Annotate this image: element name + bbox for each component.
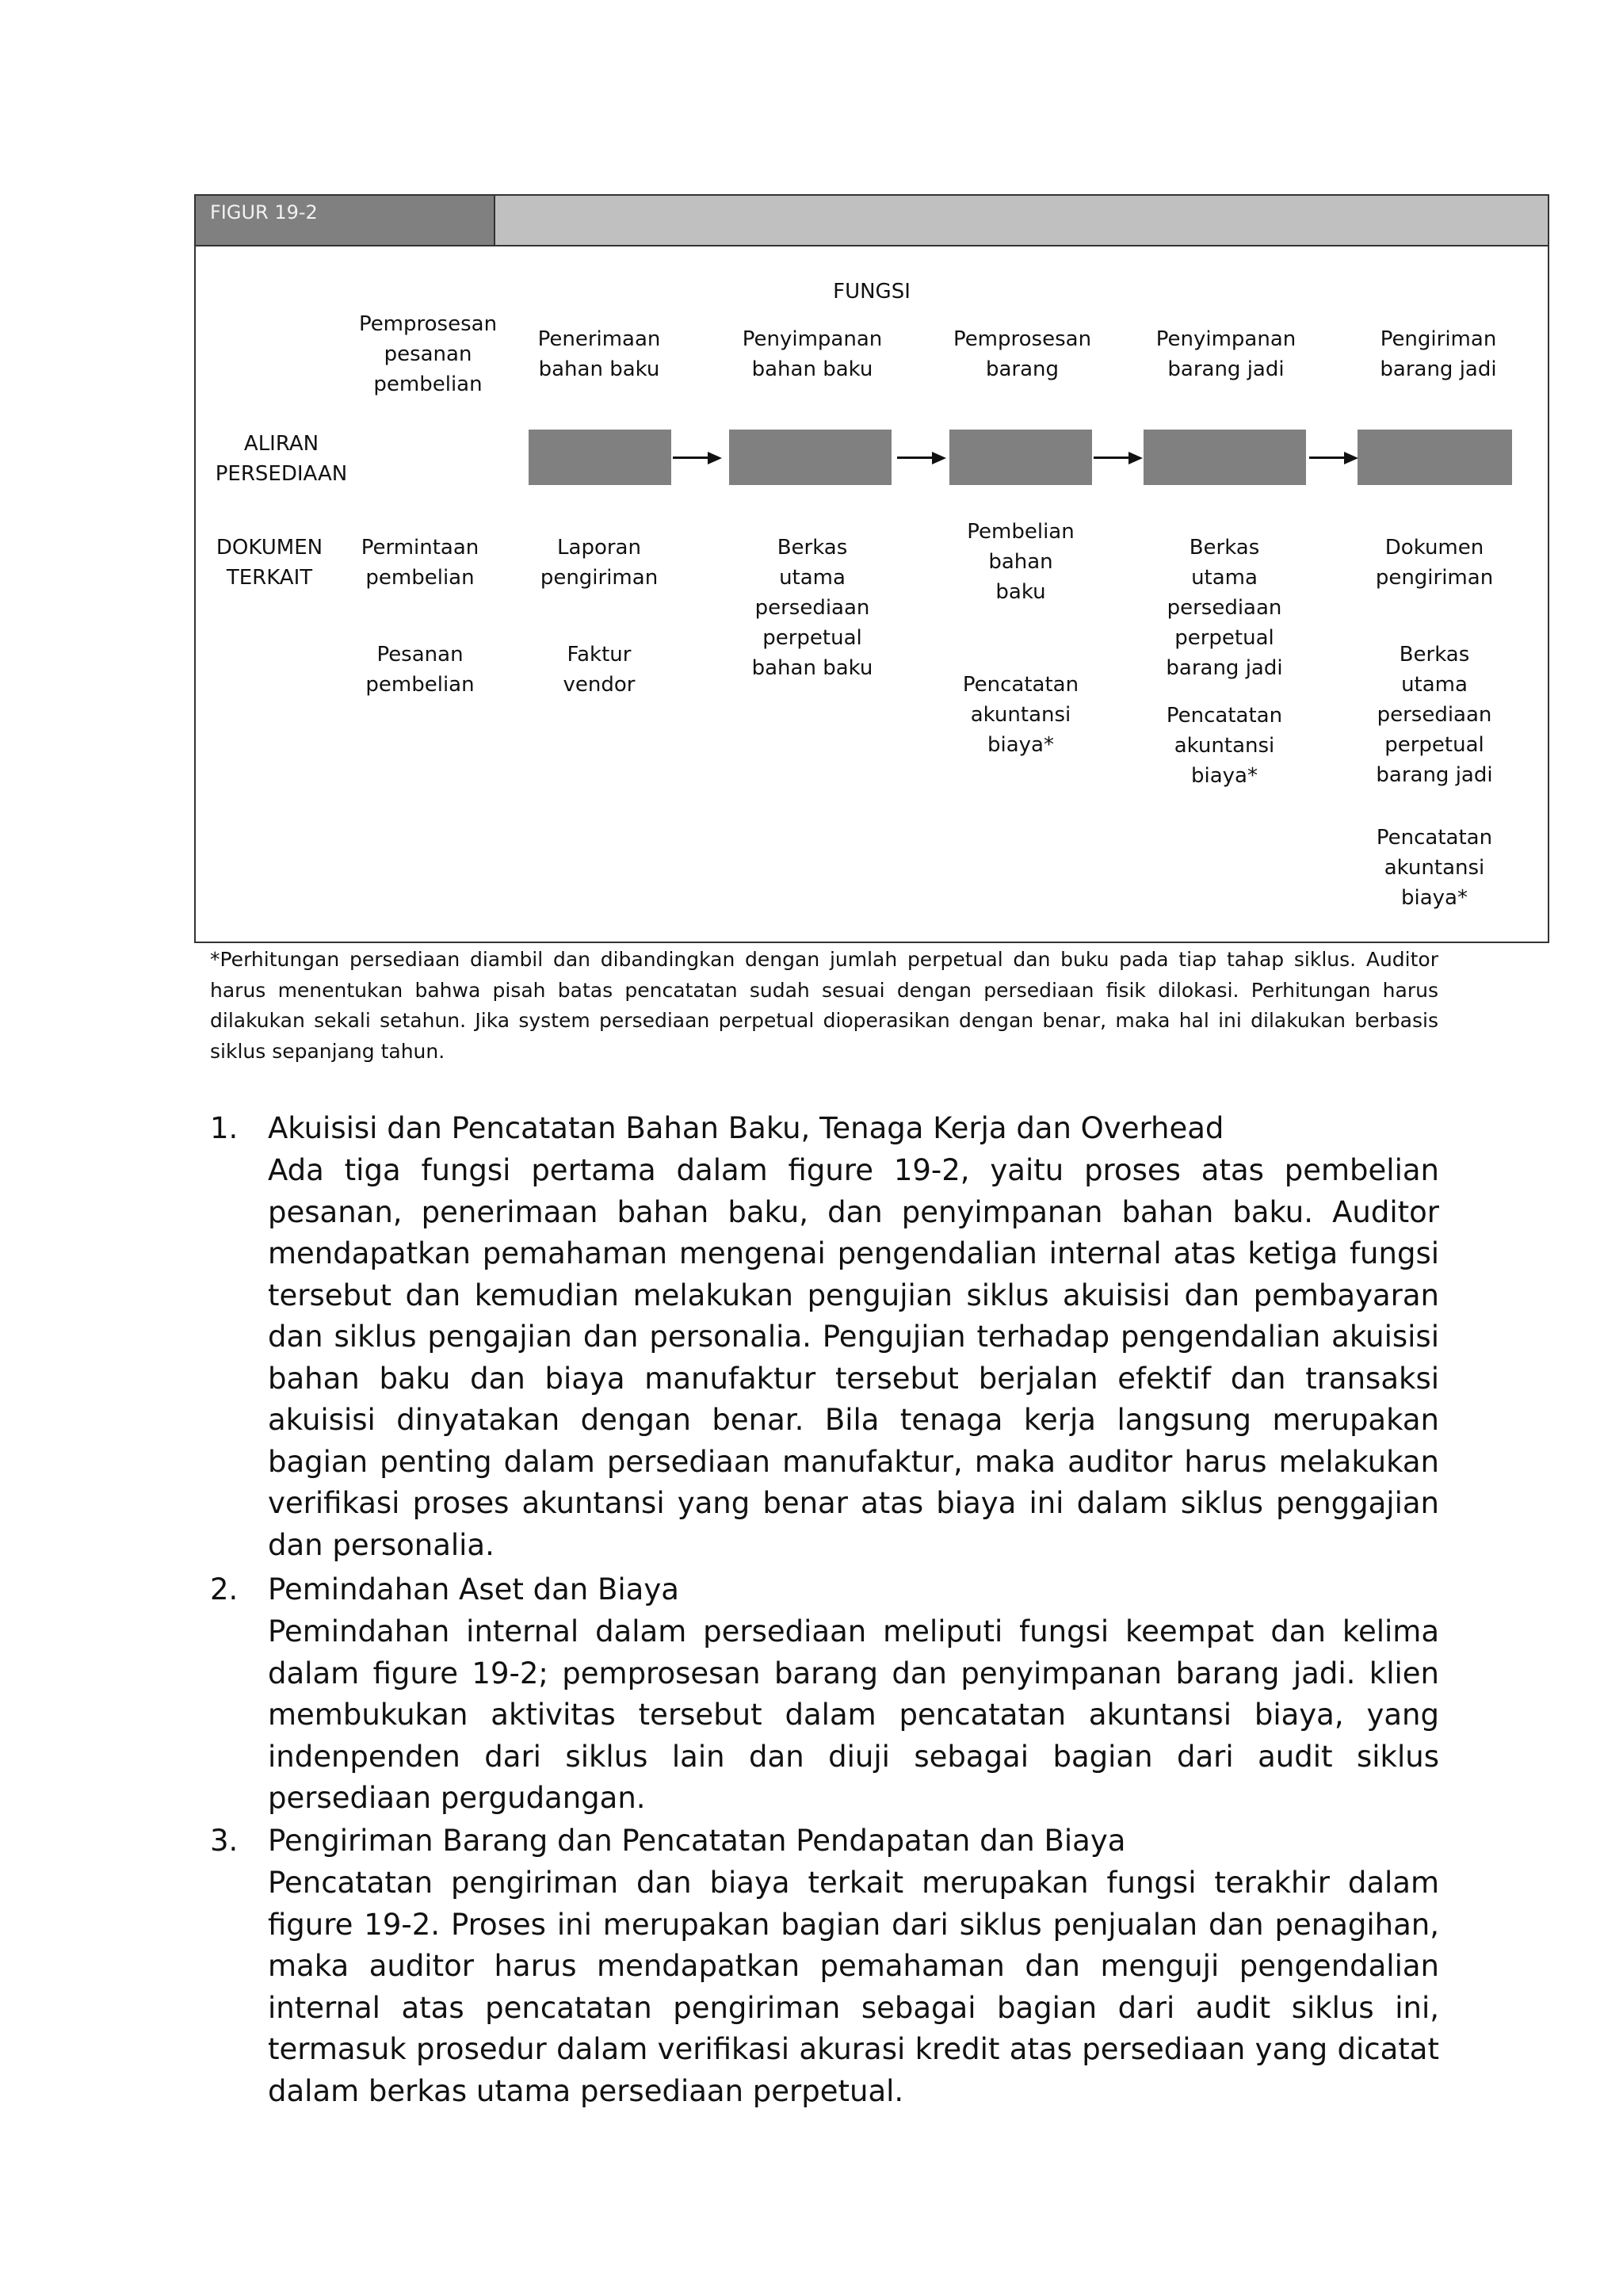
function-heading (512, 324, 686, 384)
document-item (512, 533, 686, 593)
function-line: Penyimpanan (1155, 327, 1296, 351)
document-line: barang jadi (1166, 656, 1283, 680)
document-line: Pesanan (376, 643, 464, 667)
document-line: persediaan (754, 596, 870, 620)
document-item (512, 640, 686, 700)
document-line: barang jadi (1376, 763, 1493, 787)
document-line: perpetual (1174, 626, 1274, 650)
document-line: perpetual (762, 626, 862, 650)
document-item (922, 517, 1120, 607)
figure-footnote: *Perhitungan persediaan diambil dan dibandingkan dengan jumlah perpetual dan buku pada tiap tahap siklus. Auditor harus menentukan bahwa pisah batas pencatatan sudah sesuai dengan persediaan fisik dilokasi. Perhitungan harus dilakukan sekali setahun. Jika system persediaan perpetual dioperasikan dengan benar, maka hal ini dilakukan berbasis siklus sepanjang tahun. (210, 948, 1438, 1063)
document-line: persediaan (1167, 596, 1282, 620)
document-line: pengiriman (540, 566, 659, 590)
document-line: utama (1401, 673, 1468, 697)
document-item (1335, 823, 1533, 913)
function-heading (923, 324, 1121, 384)
document-item (1125, 533, 1323, 683)
flow-arrow-icon (673, 452, 722, 463)
document-line: biaya* (987, 733, 1054, 757)
row-label-dokumen (190, 533, 349, 593)
section-heading: Akuisisi dan Pencatatan Bahan Baku, Tenaga Kerja dan Overhead (268, 1111, 1224, 1145)
section-body: Pemindahan internal dalam persediaan meliputi fungsi keempat dan kelima dalam figure 19-2; pemprosesan barang dan penyimpanan barang jadi. klien membukukan aktivitas tersebut dalam pencatatan akuntansi biaya, yang indenpenden dari siklus lain dan diuji sebagai bagian dari audit siklus persediaan pergudangan. (268, 1614, 1439, 1815)
flow-box-penerimaan (529, 430, 671, 485)
function-line: Pemprosesan (358, 312, 498, 336)
document-line: Dokumen (1384, 536, 1484, 560)
document-line: biaya* (1191, 764, 1258, 788)
document-line: Berkas (777, 536, 848, 560)
flow-box-pengiriman (1358, 430, 1512, 485)
document-line: Laporan (557, 536, 641, 560)
function-heading (341, 309, 515, 399)
document-line: Pencatatan (1376, 826, 1493, 850)
row-label-aliran (202, 429, 361, 489)
section-body: Pencatatan pengiriman dan biaya terkait merupakan fungsi terakhir dalam figure 19-2. Proses ini merupakan bagian dari siklus penjualan dan penagihan, maka auditor harus mendapatkan pemahaman dan menguji pengendalian internal atas pencatatan pengiriman sebagai bagian dari audit siklus ini, termasuk prosedur dalam verifikasi akurasi kredit atas persediaan yang dicatat dalam berkas utama persediaan perpetual. (268, 1866, 1439, 2108)
document-line: pembelian (365, 566, 475, 590)
document-line: akuntansi (970, 703, 1071, 727)
function-line: barang jadi (1380, 357, 1497, 381)
document-item (1335, 533, 1533, 593)
flow-arrow-icon (1309, 452, 1358, 463)
document-item (1125, 701, 1323, 791)
function-line: Penerimaan (537, 327, 661, 351)
document-item (333, 640, 507, 700)
function-heading (1339, 324, 1537, 384)
document-line: Pencatatan (1166, 704, 1283, 728)
document-line: baku (995, 580, 1046, 604)
flow-box-pemprosesan (949, 430, 1092, 485)
document-line: biaya* (1401, 886, 1468, 910)
document-line: perpetual (1384, 733, 1484, 757)
document-item (1335, 640, 1533, 790)
section-number: 3. (210, 1824, 239, 1858)
function-line: pembelian (373, 372, 483, 396)
function-heading (1127, 324, 1325, 384)
row-label-line: TERKAIT (226, 566, 313, 590)
fungsi-heading: FUNGSI (833, 280, 911, 304)
document-line: Permintaan (361, 536, 479, 560)
section-heading: Pemindahan Aset dan Biaya (268, 1572, 679, 1606)
function-line: Pemprosesan (953, 327, 1092, 351)
document-line: vendor (563, 673, 636, 697)
section-number: 1. (210, 1111, 239, 1145)
flow-arrow-icon (1094, 452, 1143, 463)
document-line: utama (779, 566, 846, 590)
function-line: barang jadi (1167, 357, 1285, 381)
row-label-line: DOKUMEN (216, 536, 323, 560)
document-line: pengiriman (1375, 566, 1494, 590)
document-line: bahan (988, 550, 1053, 574)
document-line: akuntansi (1384, 856, 1485, 880)
document-line: persediaan (1377, 703, 1492, 727)
document-line: bahan baku (751, 656, 873, 680)
document-line: Berkas (1399, 643, 1470, 667)
document-line: pembelian (365, 673, 475, 697)
section-body: Ada tiga fungsi pertama dalam figure 19-2, yaitu proses atas pembelian pesanan, penerimaan bahan baku, dan penyimpanan bahan baku. Auditor mendapatkan pemahaman mengenai pengendalian internal atas ketiga fungsi tersebut dan kemudian melakukan pengujian siklus akuisisi dan pembayaran dan siklus pengajian dan personalia. Pengujian terhadap pengendalian akuisisi bahan baku dan biaya manufaktur tersebut berjalan efektif dan transaksi akuisisi dinyatakan dengan benar. Bila tenaga kerja langsung merupakan bagian penting dalam persediaan manufaktur, maka auditor harus melakukan verifikasi proses akuntansi yang benar atas biaya ini dalam siklus penggajian dan personalia. (268, 1153, 1439, 1562)
document-line: Berkas (1189, 536, 1260, 560)
document-item (922, 670, 1120, 760)
document-item (713, 533, 911, 683)
row-label-line: ALIRAN (243, 432, 319, 456)
document-line: Faktur (567, 643, 632, 667)
document-line: utama (1191, 566, 1258, 590)
function-line: Penyimpanan (742, 327, 883, 351)
section-number: 2. (210, 1572, 239, 1606)
document-item (333, 533, 507, 593)
row-label-line: PERSEDIAAN (215, 462, 348, 486)
flow-box-penyimpanan-barang (1144, 430, 1306, 485)
flow-arrow-icon (897, 452, 946, 463)
figure-label: FIGUR 19-2 (196, 196, 495, 245)
flow-box-penyimpanan-bahan (729, 430, 892, 485)
function-line: pesanan (384, 342, 472, 366)
document-line: Pembelian (967, 520, 1075, 544)
function-line: bahan baku (538, 357, 660, 381)
section-heading: Pengiriman Barang dan Pencatatan Pendapatan dan Biaya (268, 1824, 1126, 1858)
document-line: akuntansi (1174, 734, 1275, 758)
function-heading (713, 324, 911, 384)
document-line: Pencatatan (962, 673, 1079, 697)
function-line: Pengiriman (1380, 327, 1497, 351)
function-line: barang (985, 357, 1060, 381)
function-line: bahan baku (751, 357, 873, 381)
